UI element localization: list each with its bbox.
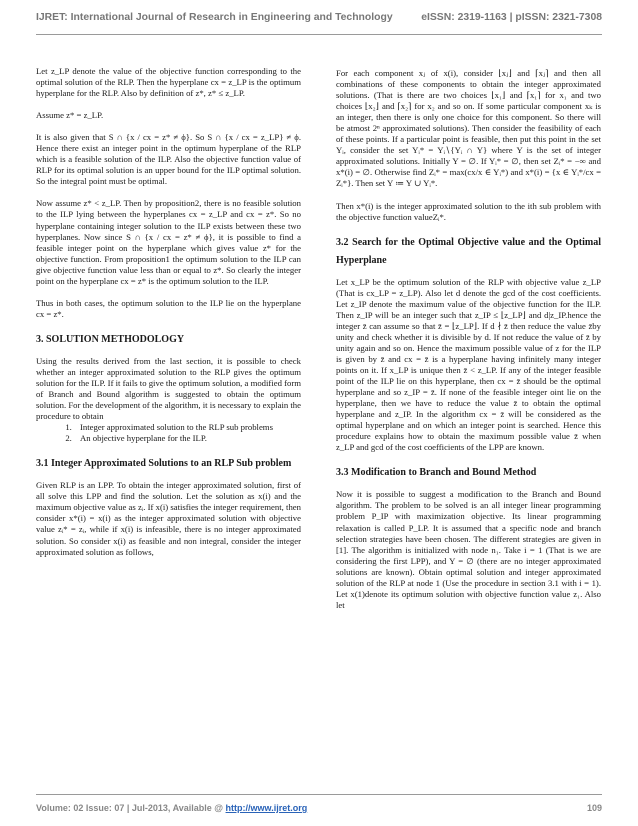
paragraph: Assume z* = z_LP. [36,110,104,121]
right-column [336,68,601,622]
left-column [36,66,301,569]
subsection-heading: 3.2 Search for the Optimal Objective value and the Optimal Hyperplane [336,236,601,266]
page-number: 109 [586,803,602,813]
section-heading: 3. SOLUTION METHODOLOGY [36,333,185,345]
issn-info: eISSN: 2319-1163 | pISSN: 2321-7308 [421,12,602,23]
journal-title: IJRET: International Journal of Research in Engineering and Technology [36,12,393,23]
paragraph: Thus in both cases, the optimum solution to the ILP lie on the hyperplane cx = z*. [36,297,301,319]
procedure-list [36,422,301,444]
subsection-heading: 3.3 Modification to Branch and Bound Method [336,467,537,479]
list-item: 2. An objective hyperplane for the ILP. [74,433,301,444]
header-rule [36,34,602,35]
page-footer [36,803,602,817]
volume-text: Volume: 02 Issue: 07 | Jul-2013, Available @ [36,803,226,813]
volume-info [36,803,307,813]
paragraph: Now it is possible to suggest a modification to the Branch and Bound algorithm. The problem to be solved is an all integer linear programming problem P_IP with maximization objective. Its linear programming relaxation is called P_LP. It is assumed that a specific node and branch selection strategies have been chosen. The different strategies are given in [1]. The algorithm is initialized with node n₁. Take i = 1 (That is we are considering the first LPP), and Y = ∅ (there are no integer approximated solutions are known). Obtain optimal solution and integer approximated solution of the RLP at node 1 (Use the procedure in section 3.1 with i = 1). Let x(1)denote its optimum solution with objective function value z₁. Also let [336,489,601,610]
journal-link[interactable]: http://www.ijret.org [225,803,308,813]
page-header [36,12,602,28]
paragraph: For each component xⱼ of x(i), consider ⌊xⱼ⌋ and ⌈xⱼ⌉ and then all combinations of these components to obtain the integer approximated solutions. (That is there are two choices ⌊x₁⌋ and ⌈x₁⌉ for x₁ and two choices ⌊x₂⌋ and ⌈x₂⌉ for x₂ and so on. If some particular component xₖ is an integer, then there is only one choice for this component. So there will be atmost 2ⁿ approximated solutions). Then consider the feasibility of each of these points. If a particular point is feasible, then put this point in the set Yᵢ, consider the set Yᵢ* = Yᵢ∖{Yᵢ ∩ Y} where Y is the set of integer approximated solutions. Initially Y = ∅. If Yᵢ* = ∅, then set Zᵢ* = −∞ and x*(i) = ∅. Otherwise find Zᵢ* = max(cx/x ∈ Yᵢ*) and x*(i) = {x ∈ Yᵢ*/cx = Zᵢ*}. Then set Y ≔ Y ∪ Yᵢ*. [336,68,601,189]
paragraph: Let z_LP denote the value of the objective function corresponding to the optimal solution of the RLP. Then the hyperplane cx = z_LP is the optimum hyperplane for the RLP. Also by definition of z*, z* ≤ z_LP. [36,66,301,99]
list-item: 1. Integer approximated solution to the RLP sub problems [74,422,301,433]
paragraph: It is also given that S ∩ {x / cx = z* ≠ ϕ}. So S ∩ {x / cx = z_LP} ≠ ϕ. Hence there exist an integer point in the optimum hyperplane of the RLP which is a feasible solution of the ILP. Also the objective function value of RLP for its optimal solution is an upper bound for the ILP optimal solution. So the integral point must be optimal. [36,132,301,187]
subsection-heading: 3.1 Integer Approximated Solutions to an RLP Sub problem [36,458,292,470]
paragraph: Given RLP is an LPP. To obtain the integer approximated solution, first of all solve this LPP and find the solution. Let the solution as x(i) and the maximum objective value as zᵢ. If x(i) satisfies the integer requirement, then consider x*(i) = x(i) as the integer approximated solution with objective value zᵢ* = zᵢ, while if x(i) is infeasible, there is no integer approximated solution. So consider x(i) as feasible and non integral, consider the integer approximated solution as follows, [36,480,301,557]
paragraph: Now assume z* < z_LP. Then by proposition2, there is no feasible solution to the ILP lying between the hyperplanes cx = z_LP and cx = z*. So no hyperplane containing integer solution to the ILP exists between these two hyperplanes. Now since S ∩ {x / cx = z* ≠ ϕ}, it is possible to find a feasible integer point on the hyperplane which gives value z* for the objective function. From proposition1 the optimum solution to the ILP can give objective function value less than or equal to z*. So clearly the integer point on the hyperplane cx = z* is the optimum solution to the ILP. [36,198,301,286]
paragraph: Let x_LP be the optimum solution of the RLP with objective value z_LP (That is cx_LP = z_LP). Also let d denote the gcd of the cost coefficients. Let z_IP denote the maximum value of the objective function for the ILP. Then z_IP will be an integer such that z_IP ≤ ⌊z_LP⌋ and d|z_IP.hence the integer z̄ can assume so that z̄ = ⌊z_LP⌋. If d ∤ z̄ then reduce the value z̄by unity and check whether it is divisible by d. If not reduce the value of z̄ by unity again and so on. Hence the maximum possible value of z for the ILP is given by z̄ and cx = z̄ is a hyperplane having infinitely many integer points on it. If x_LP is unique then z̄ < z_LP. If any of the integer feasible point of the ILP lie on this hyperplane, then cx = z̄ should be the optimal hyperplane and so z_IP = z̄. If none of the feasible integer oint lie on the hyperplane, then we have to reduce the value z̄ to obtain the optimal hyperplane and z_IP. In the algorithm cx = z̄ will be considered as the optimal hyperplane and on which an integer point is searched. Hence this procedure explains how to obtain the maximum possible value z̄ when z_LP and gcd of the cost coefficients of the LPP are known. [336,276,601,453]
footer-rule [36,794,602,795]
paragraph: Then x*(i) is the integer approximated solution to the ith sub problem with the objective function valueZᵢ*. [336,200,601,222]
paragraph: Using the results derived from the last section, it is possible to check whether an integer approximated solution to the RLP gives the optimum solution for the ILP. If it fails to give the optimum solution, a modified form of Branch and Bound algorithm is suggested to obtain the optimum solution. For the development of the algorithm, it is necessary to explain the procedure to obtain [36,355,301,422]
